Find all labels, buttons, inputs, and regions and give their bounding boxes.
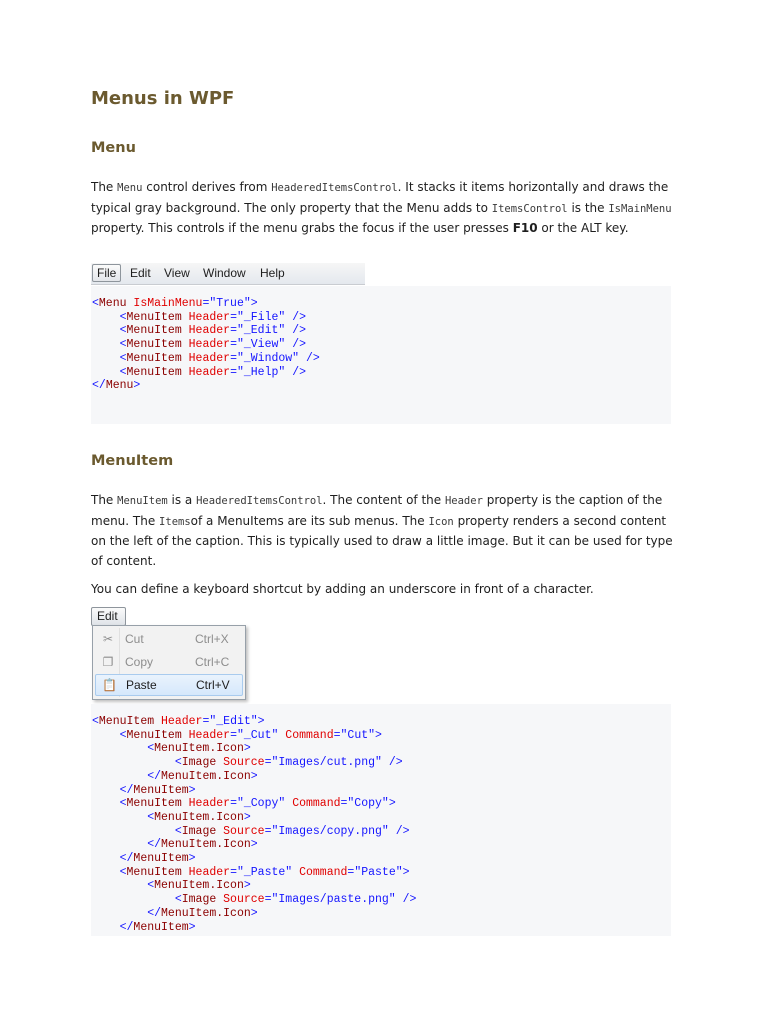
menu-item-shortcut: Ctrl+X (195, 632, 229, 646)
menubar-item-help: Help (260, 266, 285, 280)
code-block-menuitem (91, 704, 671, 936)
text-run: or the ALT key. (537, 221, 629, 235)
menu-description (91, 178, 681, 239)
menu-item-paste (95, 674, 243, 696)
text-run: is the (567, 200, 609, 215)
inline-code: Menu (117, 182, 143, 194)
inline-code: ItemsControl (491, 202, 568, 215)
menu-item-copy (95, 652, 241, 672)
menu-item-label: Cut (125, 632, 144, 646)
menubar-item-file: File (92, 264, 121, 282)
menubar-item-edit: Edit (130, 266, 151, 280)
text-run: property. This controls if the menu grabs the focus if the user presses (91, 221, 513, 235)
text-run: control derives from (142, 180, 272, 194)
inline-code: Icon (428, 515, 454, 528)
section-heading-menuitem: MenuItem (91, 453, 174, 469)
edit-menu-button (91, 607, 126, 626)
menu-item-label: Copy (125, 655, 154, 669)
text-run: property is the caption of the menu. The (91, 493, 663, 528)
edit-dropdown (92, 625, 246, 700)
shortcut-description: You can define a keyboard shortcut by adding an underscore in front of a character. (91, 582, 594, 596)
text-run: . It stacks it items horizontally and draws the typical gray background. The only property that the Menu adds to (91, 180, 669, 215)
paste-icon: 📋 (102, 678, 117, 692)
code-block-menu (91, 286, 671, 424)
text-run: is a (167, 493, 197, 507)
menubar-item-view: View (164, 266, 190, 280)
copy-icon: ❐ (102, 655, 114, 669)
inline-code: IsMainMenu (608, 202, 672, 215)
page-title: Menus in WPF (91, 88, 235, 109)
edit-menu-button-label: Edit (97, 609, 118, 623)
text-run: The (91, 493, 118, 507)
scissors-icon: ✂ (102, 632, 114, 646)
code-listing: <MenuItem Header="_Edit"> <MenuItem Header="_Cut" Command="Cut"> <MenuItem.Icon> <Image Source="Images/cut.png" /> </MenuItem.Icon> </MenuItem> <MenuItem Header="_Copy" Command="Copy"> <MenuItem.Icon> <Image Source="Images/copy.png" /> </MenuItem.Icon> </MenuItem> <MenuItem Header="_Paste" Command="Paste"> <MenuItem.Icon> <Image Source="Images/paste.png" /> </MenuItem.Icon> </MenuItem> (92, 715, 417, 934)
menu-item-cut (95, 629, 241, 649)
text-run: . The content of the (322, 493, 445, 507)
menu-item-shortcut: Ctrl+C (195, 655, 230, 669)
menu-item-label: Paste (126, 678, 157, 692)
inline-code: Header (444, 495, 483, 507)
section-heading-menu: Menu (91, 140, 136, 156)
inline-code: HeaderedItemsControl (271, 182, 398, 194)
text-run: of a MenuItems are its sub menus. The (190, 513, 429, 528)
inline-code: HeaderedItemsControl (196, 495, 323, 507)
inline-code: MenuItem (117, 495, 168, 507)
menuitem-description (91, 491, 681, 571)
menu-item-shortcut: Ctrl+V (196, 678, 230, 692)
code-listing: <Menu IsMainMenu="True"> <MenuItem Header="_File" /> <MenuItem Header="_Edit" /> <MenuItem Header="_View" /> <MenuItem Header="_Window" /> <MenuItem Header="_Help" /> </Menu> (92, 297, 320, 393)
text-run: The (91, 180, 118, 194)
text-run: property renders a second content on the left of the caption. This is typically used to draw a little image. But it can be used for type of content. (91, 513, 673, 568)
menubar-item-window: Window (203, 266, 246, 280)
inline-code: Items (159, 515, 191, 528)
menubar-screenshot (91, 263, 365, 285)
edit-menu-screenshot (91, 605, 251, 697)
key-name: F10 (512, 221, 538, 235)
